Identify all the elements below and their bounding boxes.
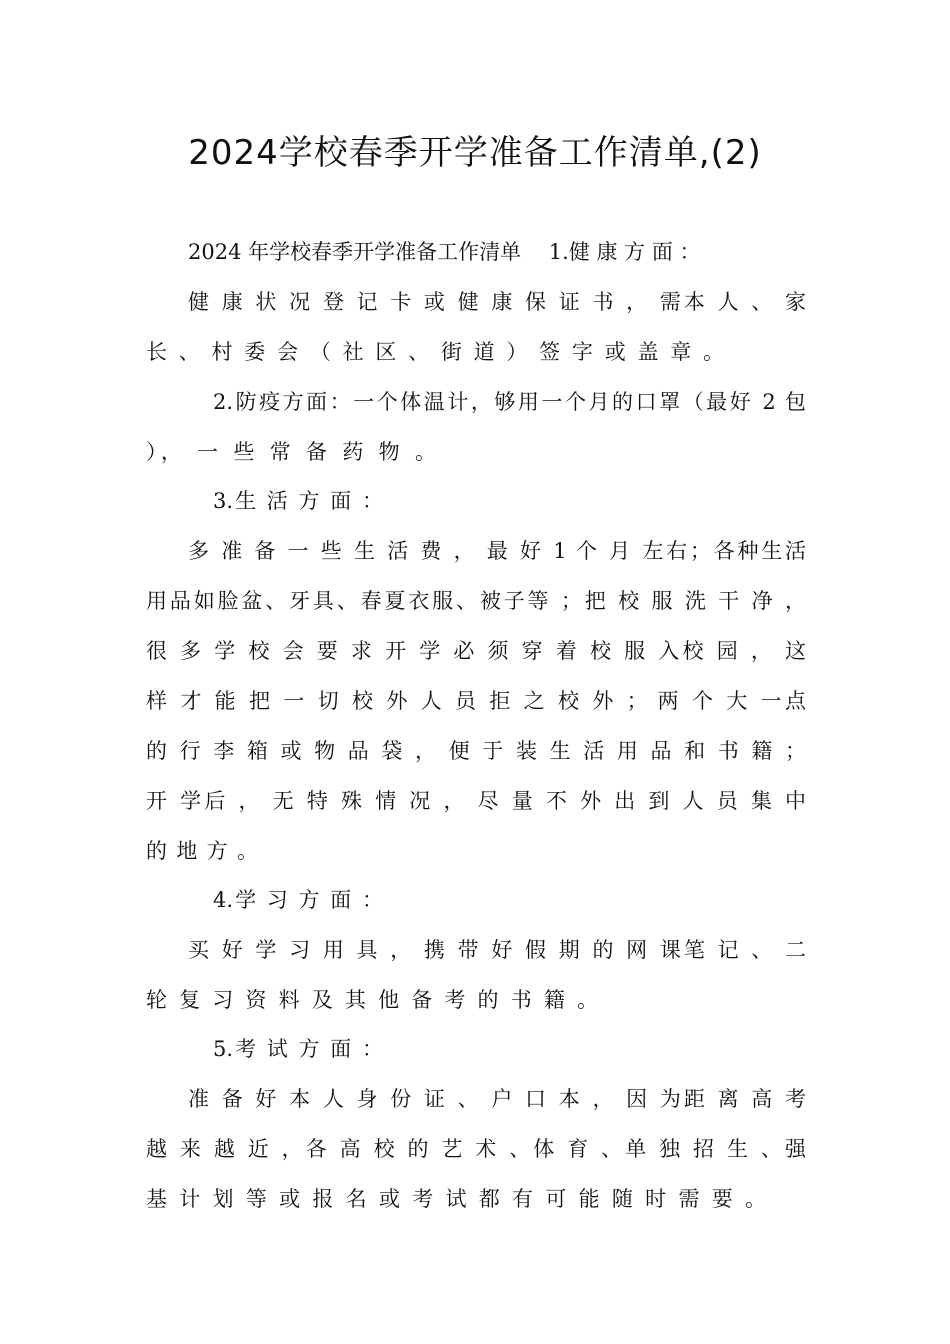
text-line: 多 准 备 一 些 生 活 费 ， 最 好 1 个 月 左右；各种生活 [188, 539, 806, 563]
text-line: 样 才 能 把 一 切 校 外 人 员 拒 之 校 外 ； 两 个 大 一点 [146, 689, 806, 713]
text-line: 轮 复 习 资 料 及 其 他 备 考 的 书 籍 。 [146, 988, 598, 1012]
text-line: 基 计 划 等 或 报 名 或 考 试 都 有 可 能 随 时 需 要 。 [146, 1187, 766, 1211]
text-line: 的 行 李 箱 或 物 品 袋 ， 便 于 装 生 活 用 品 和 书 籍 ； [146, 739, 806, 763]
text-line: 2024 年学校春季开学准备工作清单 1.健 康 方 面 ： [188, 240, 701, 264]
text-line: 长 、 村 委 会 （ 社 区 、 街 道 ） 签 字 或 盖 章 。 [146, 340, 724, 364]
text-line: 很 多 学 校 会 要 求 开 学 必 须 穿 着 校 服 入校 园 ， 这 [146, 639, 806, 663]
document-title: 2024学校春季开学准备工作清单,(2) [188, 133, 762, 173]
text-line: 3.生 活 方 面 ： [213, 489, 383, 513]
text-line: 开 学后 ， 无 特 殊 情 况 ， 尽 量 不 外 出 到 人 员 集 中 [146, 789, 806, 813]
text-line: 准 备 好 本 人 身 份 证 、 户 口 本 ， 因 为距 离 高 考 [188, 1087, 806, 1111]
text-line: 2.防疫方面：一个体温计，够用一个月的口罩（最好 2 包 [213, 390, 806, 414]
text-line: ）， 一 些 常 备 药 物 。 [146, 440, 436, 464]
text-line: 买 好 学 习 用 具 ， 携 带 好 假 期 的 网 课笔 记 、 二 [188, 938, 806, 962]
text-line: 5.考 试 方 面 ： [213, 1037, 383, 1061]
text-line: 健 康 状 况 登 记 卡 或 健 康 保 证 书 ， 需本 人 、 家 [188, 290, 806, 314]
text-line: 的 地 方 。 [146, 839, 258, 863]
text-line: 越 来 越 近 ，各 高 校 的 艺 术 、体 育 、单 独 招 生 、强 [146, 1137, 806, 1161]
text-line: 4.学 习 方 面 ： [213, 888, 383, 912]
text-line: 用品如脸盆、牙具、春夏衣服、被子等 ；把 校 服 洗 干 净 ， [146, 589, 806, 613]
